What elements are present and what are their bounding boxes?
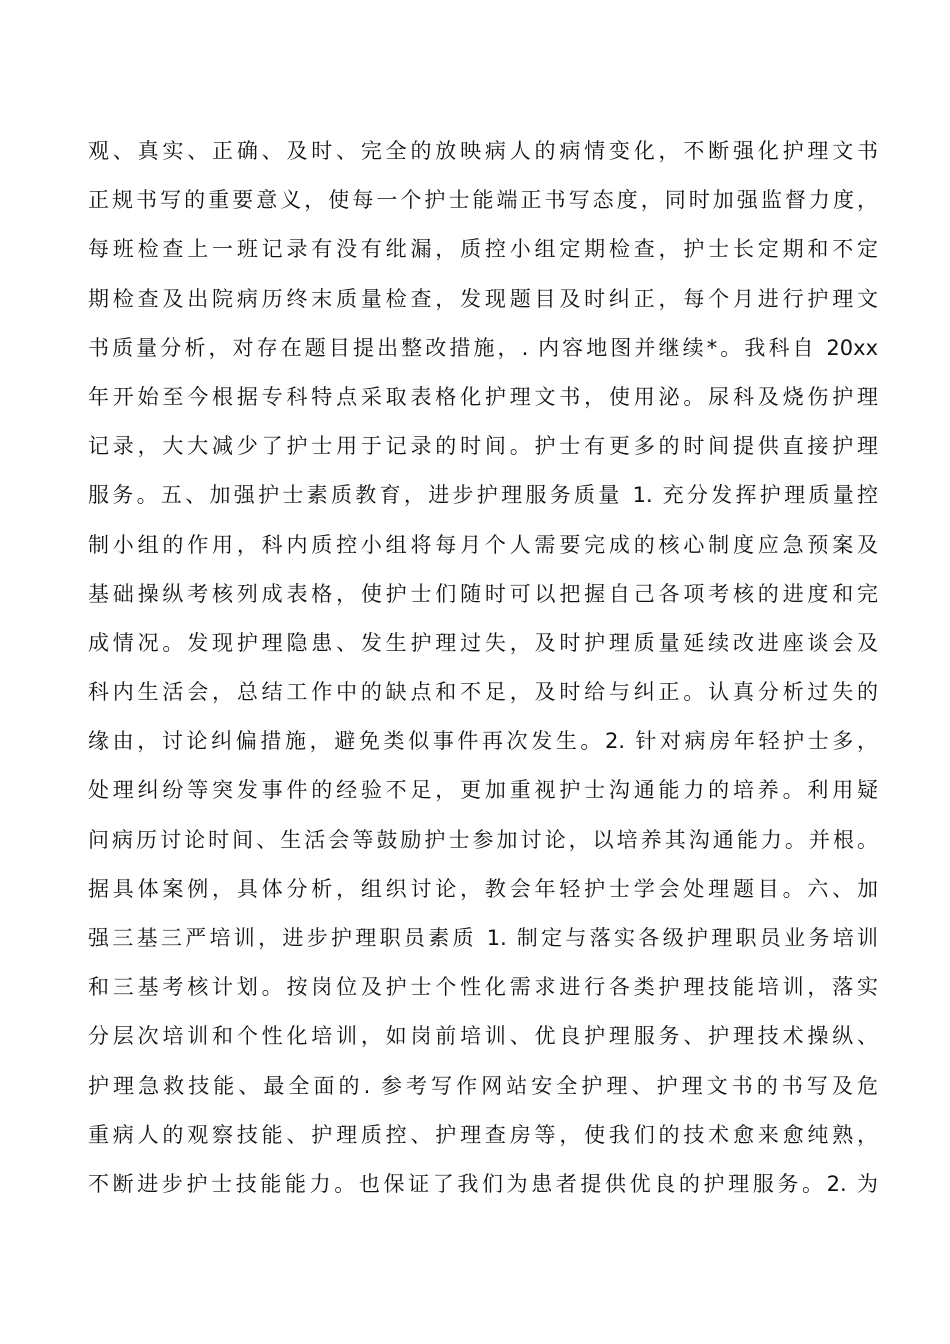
text-line: 记录，大大减少了护士用于记录的时间。护士有更多的时间提供直接护理: [88, 434, 878, 459]
text-line: 基础操纵考核列成表格，使护士们随时可以把握自己各项考核的进度和完: [88, 581, 878, 606]
text-line: 正规书写的重要意义，使每一个护士能端正书写态度，同时加强监督力度，: [88, 188, 878, 213]
text-line: 和三基考核计划。按岗位及护士个性化需求进行各类护理技能培训，落实: [88, 975, 878, 1000]
text-line: 强三基三严培训，进步护理职员素质 1. 制定与落实各级护理职员业务培训: [88, 926, 878, 950]
text-line: 分层次培训和个性化培训，如岗前培训、优良护理服务、护理技术操纵、: [88, 1024, 878, 1049]
text-line: 据具体案例，具体分析，组织讨论，教会年轻护士学会处理题目。六、加: [88, 876, 878, 901]
text-line: 问病历讨论时间、生活会等鼓励护士参加讨论，以培养其沟通能力。并根。: [88, 827, 878, 852]
text-line: 重病人的观察技能、护理质控、护理查房等，使我们的技术愈来愈纯熟，: [88, 1122, 878, 1147]
text-line: 制小组的作用，科内质控小组将每月个人需要完成的核心制度应急预案及: [88, 532, 878, 557]
text-line: 每班检查上一班记录有没有纰漏，质控小组定期检查，护士长定期和不定: [88, 237, 878, 262]
text-line: 观、真实、正确、及时、完全的放映病人的病情变化，不断强化护理文书: [88, 139, 878, 163]
text-line: 期检查及出院病历终末质量检查，发现题目及时纠正，每个月进行护理文: [88, 286, 878, 311]
text-line: 年开始至今根据专科特点采取表格化护理文书，使用泌。尿科及烧伤护理: [88, 384, 878, 409]
text-line: 护理急救技能、最全面的. 参考写作网站安全护理、护理文书的书写及危: [88, 1073, 878, 1098]
body-text: [88, 127, 878, 1209]
text-line: 成情况。发现护理隐患、发生护理过失，及时护理质量延续改进座谈会及: [88, 630, 878, 655]
text-line: 书质量分析，对存在题目提出整改措施，. 内容地图并继续*。我科自 20xx: [88, 335, 878, 360]
text-line: 服务。五、加强护士素质教育，进步护理服务质量 1. 充分发挥护理质量控: [88, 483, 878, 508]
text-line: 科内生活会，总结工作中的缺点和不足，及时给与纠正。认真分析过失的: [88, 680, 878, 705]
text-line: 缘由，讨论纠偏措施，避免类似事件再次发生。2. 针对病房年轻护士多，: [88, 729, 878, 754]
text-line: 处理纠纷等突发事件的经验不足，更加重视护士沟通能力的培养。利用疑: [88, 778, 878, 803]
text-line: 不断进步护士技能能力。也保证了我们为患者提供优良的护理服务。2. 为: [88, 1171, 878, 1196]
